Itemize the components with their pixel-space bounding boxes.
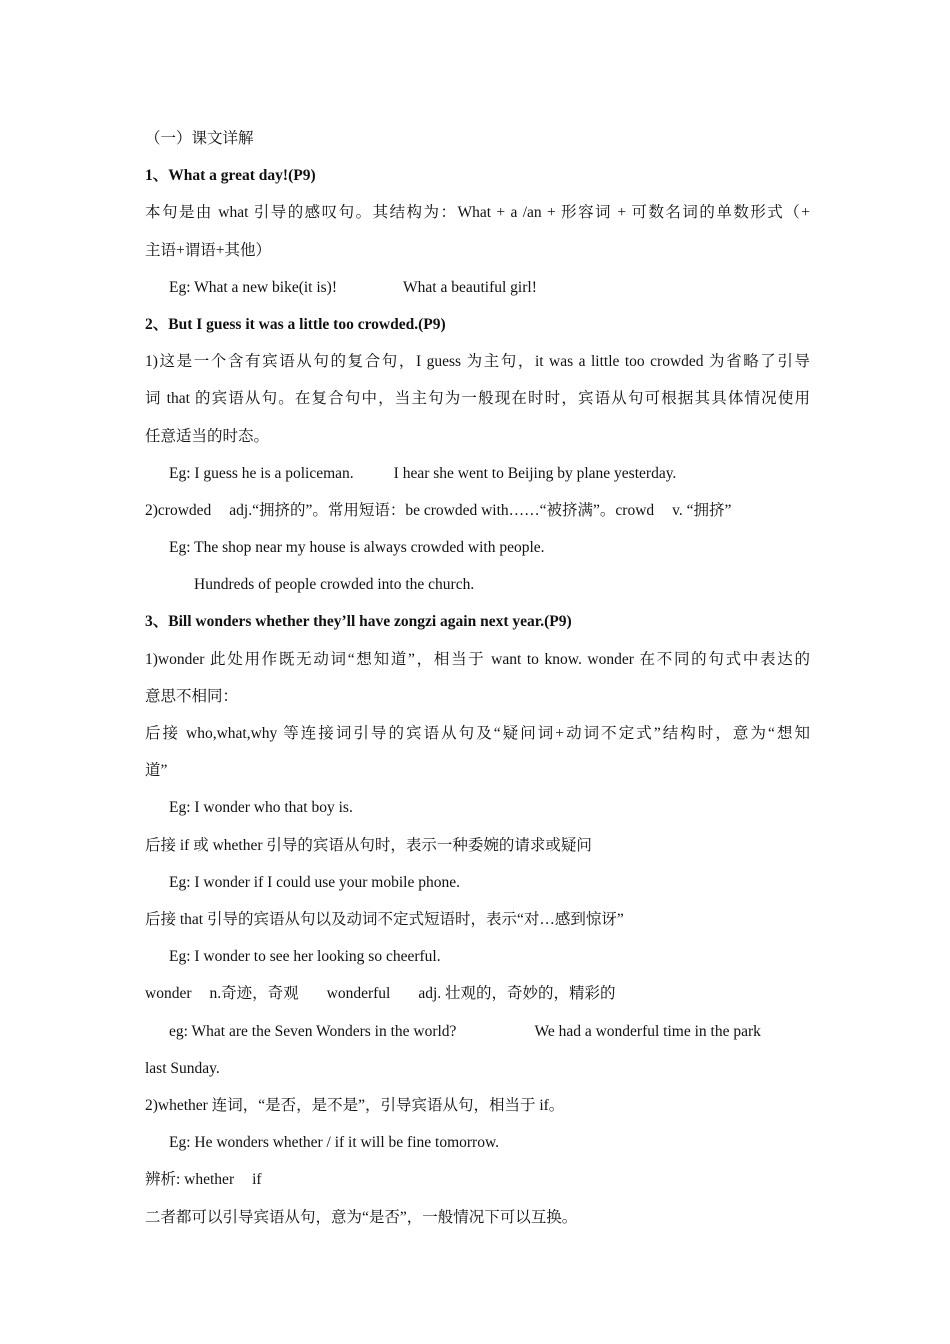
item3-example5: Eg: He wonders whether / if it will be fine tomorrow. <box>169 1134 500 1152</box>
item2-example1 <box>145 455 810 492</box>
item2-para2-b: adj.“拥挤的”。常用短语：be crowded with……“被挤满”。crowd <box>229 501 655 519</box>
item3-para2-line1: 后接 who,what,why 等连接词引导的宾语从句及“疑问词+动词不定式”结构时，意为“想知 <box>145 725 810 743</box>
item3-example1: Eg: I wonder who that boy is. <box>169 799 353 817</box>
item2-example3: Hundreds of people crowded into the church. <box>194 576 475 594</box>
item3-example4 <box>145 1013 810 1050</box>
item3-para1-line2: 意思不相同： <box>145 687 239 705</box>
item3-para4: 后接 that 引导的宾语从句以及动词不定式短语时，表示“对…感到惊讶” <box>145 911 624 929</box>
item2-para2-a: 2)crowded <box>145 501 212 519</box>
item2-example1-b: I hear she went to Beijing by plane yesterday. <box>393 464 677 482</box>
item3-example4-cont: last Sunday. <box>145 1059 220 1077</box>
section-title: （一）课文详解 <box>145 130 254 147</box>
item2-heading: 2、But I guess it was a little too crowded.(P9) <box>145 315 446 333</box>
item1-desc-line2: 主语+谓语+其他） <box>145 241 271 259</box>
item3-para2-line2: 道” <box>145 762 168 780</box>
item2-example1-a: Eg: I guess he is a policeman. <box>169 464 354 482</box>
item3-para3: 后接 if 或 whether 引导的宾语从句时，表示一种委婉的请求或疑问 <box>145 836 592 854</box>
item3-diff-a: 辨析: whether <box>145 1171 235 1189</box>
item3-para1-line1: 1)wonder 此处用作既无动词“想知道”，相当于 want to know. wonder 在不同的句式中表达的 <box>145 650 810 668</box>
item1-heading: 1、What a great day!(P9) <box>145 167 316 185</box>
item3-vocab-b: n.奇迹，奇观 <box>209 985 299 1003</box>
item3-heading: 3、Bill wonders whether they’ll have zongzi again next year.(P9) <box>145 613 572 631</box>
item3-example3: Eg: I wonder to see her looking so cheerful. <box>169 948 441 966</box>
item3-vocab-c: wonderful <box>326 985 391 1003</box>
item1-desc-line1: 本句是由 what 引导的感叹句。其结构为：What + a /an + 形容词 + 可数名词的单数形式（+ <box>145 204 810 222</box>
item3-para5: 2)whether 连词，“是否，是不是”，引导宾语从句，相当于 if。 <box>145 1096 565 1114</box>
item1-example <box>145 269 810 306</box>
item3-vocab <box>145 975 810 1012</box>
document-page <box>145 120 810 1236</box>
item3-diff-b: if <box>252 1171 262 1189</box>
item2-para2 <box>145 492 810 529</box>
item3-para6: 二者都可以引导宾语从句，意为“是否”，一般情况下可以互换。 <box>145 1208 578 1226</box>
item3-example4-b: We had a wonderful time in the park <box>534 1022 761 1040</box>
item3-diff <box>145 1161 810 1198</box>
item2-example2: Eg: The shop near my house is always crowded with people. <box>169 539 545 557</box>
item3-vocab-a: wonder <box>145 985 192 1003</box>
item2-para1-line2: 词 that 的宾语从句。在复合句中，当主句为一般现在时时，宾语从句可根据其具体情况使用 <box>145 390 810 408</box>
item3-example2: Eg: I wonder if I could use your mobile phone. <box>169 873 460 891</box>
item3-example4-a: eg: What are the Seven Wonders in the world? <box>169 1022 457 1040</box>
item1-example-b: What a beautiful girl! <box>403 278 537 296</box>
item1-example-a: Eg: What a new bike(it is)! <box>169 278 338 296</box>
item3-vocab-d: adj. 壮观的，奇妙的，精彩的 <box>418 985 616 1003</box>
item2-para2-c: v. “拥挤” <box>672 501 732 519</box>
item2-para1-line1: 1)这是一个含有宾语从句的复合句，I guess 为主句，it was a little too crowded 为省略了引导 <box>145 353 810 371</box>
item2-para1-line3: 任意适当的时态。 <box>145 427 270 445</box>
